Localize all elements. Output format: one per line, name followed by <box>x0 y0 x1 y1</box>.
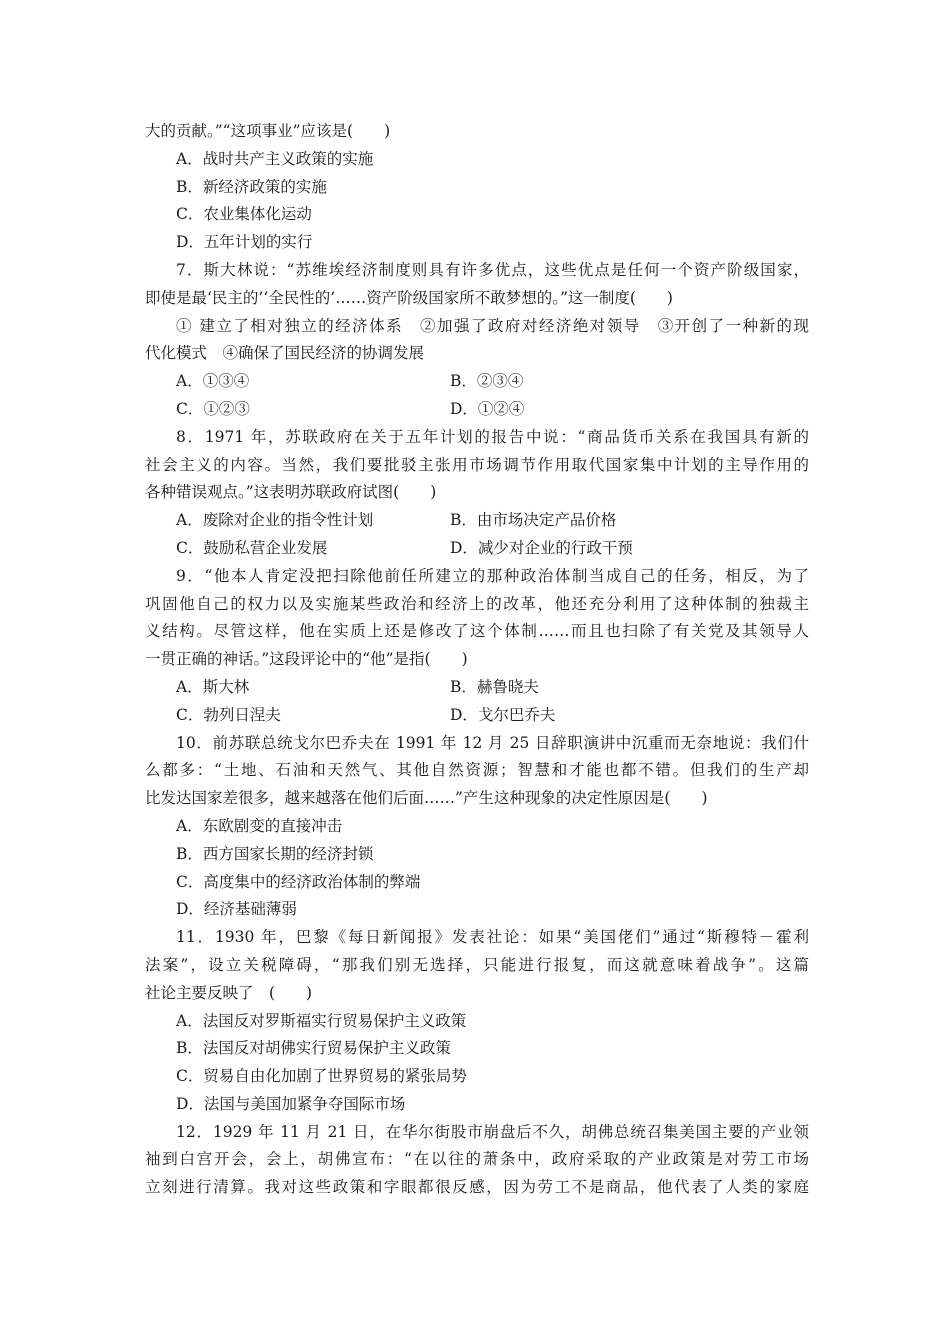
question-stem-line: 巩固他自己的权力以及实施某些政治和经济上的改革，他还充分利用了这种体制的独裁主 <box>145 594 809 613</box>
option-a: A．法国反对罗斯福实行贸易保护主义政策 <box>176 1011 467 1030</box>
question-stem-line: 社论主要反映了 ( ) <box>145 983 313 1002</box>
question-stem-line: 9．“他本人肯定没把扫除他前任所建立的那种政治体制当成自己的任务，相反，为了 <box>176 566 809 585</box>
option-row <box>145 396 809 424</box>
option-d: D．①②④ <box>450 399 525 418</box>
question-10 <box>145 730 809 925</box>
question-stem-line: 7．斯大林说：“苏维埃经济制度则具有许多优点，这些优点是任何一个资产阶级国家， <box>176 260 809 279</box>
question-stem-line: 即使是最‘民主的’‘全民性的’……资产阶级国家所不敢梦想的。”这一制度( ) <box>145 288 673 307</box>
question-6 <box>145 118 809 257</box>
option-b: B．新经济政策的实施 <box>176 177 327 196</box>
question-stem-line: 各种错误观点。”这表明苏联政府试图( ) <box>145 483 437 502</box>
option-b: B．赫鲁晓夫 <box>450 677 539 696</box>
option-b: B．②③④ <box>450 372 524 391</box>
question-stem-line: 11．1930 年，巴黎《每日新闻报》发表社论：如果“美国佬们”通过“斯穆特－霍利 <box>176 928 809 947</box>
option-d: D．减少对企业的行政干预 <box>450 538 633 557</box>
option-d: D．经济基础薄弱 <box>176 900 297 919</box>
question-list <box>145 118 809 1202</box>
question-stem-line: 法案”，设立关税障碍，“那我们别无选择，只能进行报复，而这就意味着战争”。这篇 <box>145 955 809 974</box>
option-a: A．战时共产主义政策的实施 <box>176 149 374 168</box>
statement-items-line: 代化模式 ④确保了国民经济的协调发展 <box>145 344 425 363</box>
question-8 <box>145 424 809 563</box>
question-stem-line: 义结构。尽管这样，他在实质上还是修改了这个体制……而且也扫除了有关党及其领导人 <box>145 622 809 641</box>
option-row <box>145 702 809 730</box>
question-9 <box>145 563 809 730</box>
question-stem-line: 一贯正确的神话。”这段评论中的“他”是指( ) <box>145 650 468 669</box>
option-d: D．法国与美国加紧争夺国际市场 <box>176 1094 406 1113</box>
question-stem: 大的贡献。”“这项事业”应该是( ) <box>145 122 391 140</box>
question-stem-line: 社会主义的内容。当然，我们要批驳主张用市场调节作用取代国家集中计划的主导作用的 <box>145 455 809 474</box>
question-stem-line: 12．1929 年 11 月 21 日，在华尔街股市崩盘后不久，胡佛总统召集美国主要的产业领 <box>176 1122 809 1141</box>
question-stem-line: 8．1971 年，苏联政府在关于五年计划的报告中说：“商品货币关系在我国具有新的 <box>176 427 809 446</box>
option-c: C．勃列日涅夫 <box>176 705 281 724</box>
option-a: A．废除对企业的指令性计划 <box>176 511 374 530</box>
question-12 <box>145 1119 809 1202</box>
option-row <box>145 368 809 396</box>
question-stem-line: 10．前苏联总统戈尔巴乔夫在 1991 年 12 月 25 日辞职演讲中沉重而无奈地说：我们什 <box>176 733 809 752</box>
option-d: D．五年计划的实行 <box>176 233 313 252</box>
option-a: A．东欧剧变的直接冲击 <box>176 816 343 835</box>
option-c: C．高度集中的经济政治体制的弊端 <box>176 872 421 891</box>
option-b: B．法国反对胡佛实行贸易保护主义政策 <box>176 1039 451 1058</box>
question-stem-line: 比发达国家差很多，越来越落在他们后面……”产生这种现象的决定性原因是( ) <box>145 789 708 808</box>
option-c: C．鼓励私营企业发展 <box>176 538 328 557</box>
question-stem-line: 立刻进行清算。我对这些政策和字眼都很反感，因为劳工不是商品，他代表了人类的家庭 <box>145 1178 809 1197</box>
option-a: A．①③④ <box>176 372 250 391</box>
question-stem-line: 么都多：“土地、石油和天然气、其他自然资源；智慧和才能也都不错。但我们的生产却 <box>145 761 809 780</box>
option-d: D．戈尔巴乔夫 <box>450 705 556 724</box>
option-b: B．由市场决定产品价格 <box>450 511 617 530</box>
option-b: B．西方国家长期的经济封锁 <box>176 844 374 863</box>
option-row <box>145 507 809 535</box>
question-11 <box>145 924 809 1119</box>
option-c: C．①②③ <box>176 399 250 418</box>
option-row <box>145 674 809 702</box>
statement-items-line: ① 建立了相对独立的经济体系 ②加强了政府对经济绝对领导 ③开创了一种新的现 <box>176 316 809 335</box>
question-7 <box>145 257 809 424</box>
option-c: C．贸易自由化加剧了世界贸易的紧张局势 <box>176 1067 467 1086</box>
option-c: C．农业集体化运动 <box>176 205 312 224</box>
option-a: A．斯大林 <box>176 677 250 696</box>
question-stem-line: 袖到白宫开会，会上，胡佛宣布：“在以往的萧条中，政府采取的产业政策是对劳工市场 <box>145 1150 809 1169</box>
option-row <box>145 535 809 563</box>
